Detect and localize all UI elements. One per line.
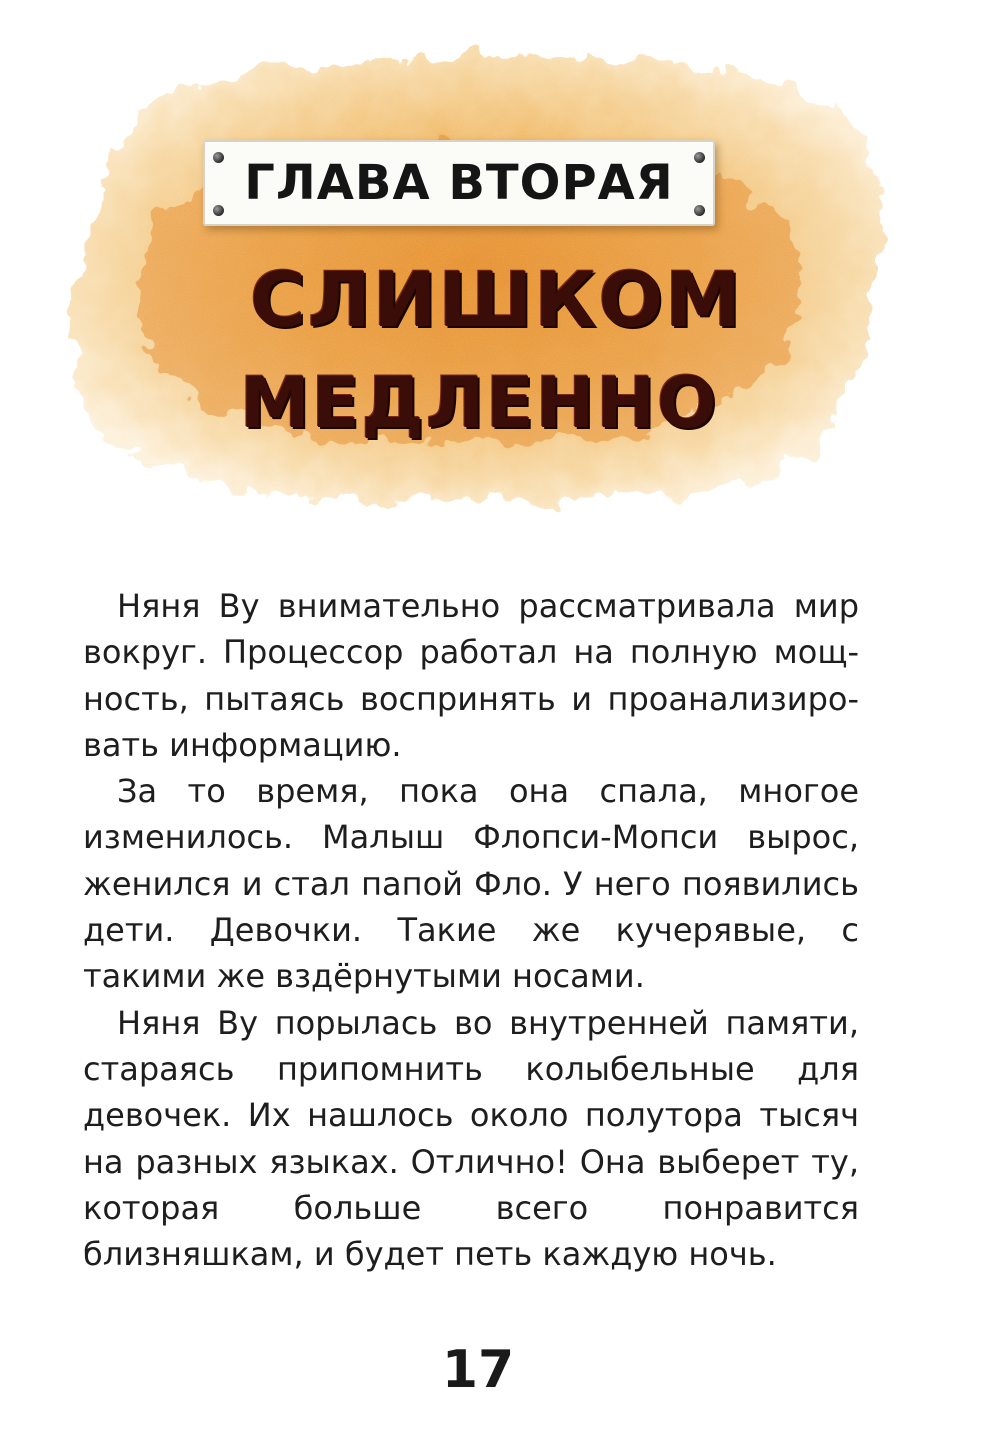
chapter-title-line-2: МЕДЛЕННО bbox=[240, 362, 719, 444]
paragraph: Няня Ву внимательно рассматривала мир вокруг. Процессор работал на полную мощность, пытаясь воспринять и проанализировать информацию. bbox=[83, 587, 859, 764]
paragraph: Няня Ву порылась во внутренней памяти, стараясь припомнить колыбельные для девочек. Их нашлось около полутора тысяч на разных языках. Отлично! Она выберет ту, которая больше всего понравится близняшкам, и будет петь каждую ночь. bbox=[83, 1003, 859, 1274]
page-number: 17 bbox=[441, 1340, 515, 1400]
screw-icon bbox=[213, 152, 224, 163]
screw-icon bbox=[694, 152, 705, 163]
screw-icon bbox=[213, 205, 224, 216]
chapter-label-plate bbox=[203, 140, 715, 226]
chapter-number-label: ГЛАВА ВТОРАЯ bbox=[244, 155, 674, 211]
screw-icon bbox=[694, 205, 705, 216]
paragraph: За то время, пока она спала, многое изменилось. Малыш Флопси-Мопси вырос, женился и стал папой Фло. У него появились дети. Девочки. Такие же кучерявые, с такими же вздёрнутыми носами. bbox=[83, 772, 859, 996]
story-text bbox=[83, 583, 859, 1277]
chapter-title-line-1: СЛИШКОМ bbox=[250, 255, 743, 344]
chapter-header-art bbox=[0, 0, 1000, 520]
